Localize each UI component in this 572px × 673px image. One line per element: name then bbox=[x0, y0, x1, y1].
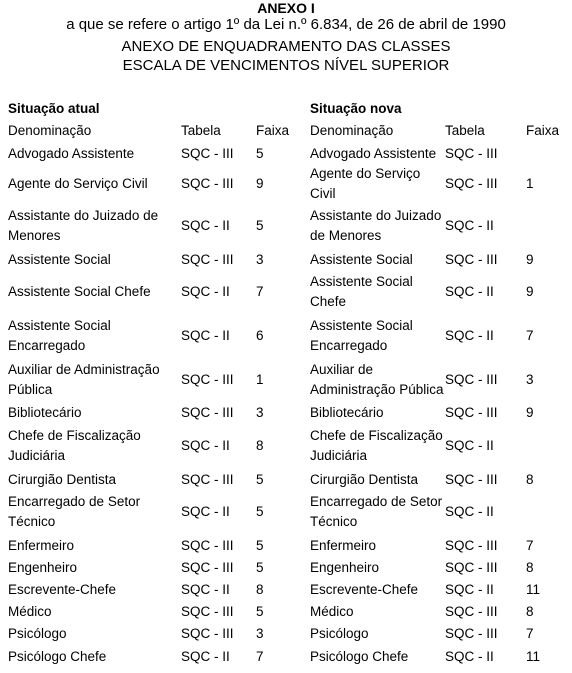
new-denominacao-cell: Enfermeiro bbox=[310, 538, 377, 553]
col-header-current-faixa: Faixa bbox=[256, 123, 290, 138]
current-tabela-cell: SQC - II bbox=[181, 582, 230, 597]
new-denominacao-cell: Psicólogo bbox=[310, 626, 369, 641]
col-header-current-denominacao: Denominação bbox=[8, 123, 92, 138]
new-faixa-cell: 9 bbox=[526, 284, 534, 299]
new-denominacao-cell: Encarregado de Setor bbox=[310, 494, 443, 509]
new-denominacao-cell: Assistante do Juizado bbox=[310, 208, 442, 223]
new-denominacao-cell: Assistente Social bbox=[310, 274, 413, 289]
new-denominacao-cell: Psicólogo Chefe bbox=[310, 649, 409, 664]
new-tabela-cell: SQC - II bbox=[445, 218, 494, 233]
current-denominacao-cell: Assistente Social bbox=[8, 318, 111, 333]
new-tabela-cell: SQC - III bbox=[445, 472, 498, 487]
new-denominacao-cell: Civil bbox=[310, 186, 336, 201]
new-denominacao-cell: Encarregado bbox=[310, 338, 388, 353]
current-tabela-cell: SQC - III bbox=[181, 372, 234, 387]
current-denominacao-cell: Psicólogo bbox=[8, 626, 67, 641]
new-tabela-cell: SQC - III bbox=[445, 176, 498, 191]
current-denominacao-cell: Menores bbox=[8, 228, 61, 243]
new-faixa-cell: 9 bbox=[526, 252, 534, 267]
current-denominacao-cell: Escrevente-Chefe bbox=[8, 582, 117, 597]
current-tabela-cell: SQC - III bbox=[181, 405, 234, 420]
new-faixa-cell: 3 bbox=[526, 372, 534, 387]
new-denominacao-cell: de Menores bbox=[310, 228, 382, 243]
col-header-new-denominacao: Denominação bbox=[310, 123, 394, 138]
current-denominacao-cell: Advogado Assistente bbox=[8, 146, 135, 161]
new-tabela-cell: SQC - II bbox=[445, 328, 494, 343]
new-tabela-cell: SQC - II bbox=[445, 649, 494, 664]
current-faixa-cell: 7 bbox=[256, 649, 264, 664]
current-tabela-cell: SQC - III bbox=[181, 472, 234, 487]
current-denominacao-cell: Assistente Social bbox=[8, 252, 111, 267]
new-faixa-cell: 11 bbox=[526, 649, 541, 664]
new-tabela-cell: SQC - III bbox=[445, 560, 498, 575]
current-faixa-cell: 8 bbox=[256, 582, 264, 597]
current-denominacao-cell: Assistante do Juizado de bbox=[8, 208, 159, 223]
col-header-new-faixa: Faixa bbox=[526, 123, 560, 138]
current-denominacao-cell: Engenheiro bbox=[8, 560, 78, 575]
new-tabela-cell: SQC - III bbox=[445, 146, 498, 161]
current-tabela-cell: SQC - III bbox=[181, 252, 234, 267]
new-denominacao-cell: Bibliotecário bbox=[310, 405, 384, 420]
new-faixa-cell: 8 bbox=[526, 604, 534, 619]
current-denominacao-cell: Auxiliar de Administração bbox=[8, 362, 160, 377]
new-faixa-cell: 7 bbox=[526, 328, 534, 343]
col-header-new-tabela: Tabela bbox=[445, 123, 485, 138]
new-denominacao-cell: Engenheiro bbox=[310, 560, 380, 575]
new-faixa-cell: 8 bbox=[526, 560, 534, 575]
current-denominacao-cell: Agente do Serviço Civil bbox=[8, 176, 148, 191]
new-tabela-cell: SQC - II bbox=[445, 284, 494, 299]
new-faixa-cell: 11 bbox=[526, 582, 541, 597]
current-faixa-cell: 5 bbox=[256, 472, 264, 487]
current-tabela-cell: SQC - III bbox=[181, 604, 234, 619]
new-tabela-cell: SQC - III bbox=[445, 252, 498, 267]
new-faixa-cell: 1 bbox=[526, 176, 534, 191]
section-current-title: Situação atual bbox=[8, 101, 100, 116]
current-faixa-cell: 1 bbox=[256, 372, 264, 387]
current-denominacao-cell: Psicólogo Chefe bbox=[8, 649, 107, 664]
current-denominacao-cell: Encarregado bbox=[8, 338, 86, 353]
new-denominacao-cell: Assistente Social bbox=[310, 252, 413, 267]
new-denominacao-cell: Judiciária bbox=[310, 448, 368, 463]
current-faixa-cell: 6 bbox=[256, 328, 264, 343]
current-faixa-cell: 5 bbox=[256, 146, 264, 161]
current-faixa-cell: 3 bbox=[256, 252, 264, 267]
new-tabela-cell: SQC - III bbox=[445, 626, 498, 641]
new-denominacao-cell: Chefe bbox=[310, 294, 347, 309]
current-faixa-cell: 5 bbox=[256, 538, 264, 553]
new-denominacao-cell: Administração Pública bbox=[310, 382, 444, 397]
current-tabela-cell: SQC - III bbox=[181, 538, 234, 553]
current-denominacao-cell: Pública bbox=[8, 382, 53, 397]
current-faixa-cell: 8 bbox=[256, 438, 264, 453]
new-denominacao-cell: Chefe de Fiscalização bbox=[310, 428, 443, 443]
current-tabela-cell: SQC - II bbox=[181, 328, 230, 343]
current-faixa-cell: 3 bbox=[256, 626, 264, 641]
current-tabela-cell: SQC - II bbox=[181, 438, 230, 453]
new-tabela-cell: SQC - II bbox=[445, 582, 494, 597]
current-faixa-cell: 3 bbox=[256, 405, 264, 420]
current-faixa-cell: 9 bbox=[256, 176, 264, 191]
current-tabela-cell: SQC - II bbox=[181, 218, 230, 233]
new-denominacao-cell: Médico bbox=[310, 604, 354, 619]
new-tabela-cell: SQC - III bbox=[445, 405, 498, 420]
current-tabela-cell: SQC - II bbox=[181, 504, 230, 519]
section-new-title: Situação nova bbox=[310, 101, 402, 116]
current-tabela-cell: SQC - III bbox=[181, 560, 234, 575]
current-tabela-cell: SQC - III bbox=[181, 626, 234, 641]
annex-title: ANEXO I bbox=[257, 0, 315, 16]
new-faixa-cell: 9 bbox=[526, 405, 534, 420]
current-denominacao-cell: Encarregado de Setor bbox=[8, 494, 141, 509]
current-denominacao-cell: Médico bbox=[8, 604, 52, 619]
current-faixa-cell: 5 bbox=[256, 504, 264, 519]
new-denominacao-cell: Auxiliar de bbox=[310, 362, 374, 377]
current-denominacao-cell: Cirurgião Dentista bbox=[8, 472, 117, 487]
new-tabela-cell: SQC - II bbox=[445, 438, 494, 453]
col-header-current-tabela: Tabela bbox=[181, 123, 221, 138]
current-tabela-cell: SQC - III bbox=[181, 146, 234, 161]
new-tabela-cell: SQC - III bbox=[445, 538, 498, 553]
current-denominacao-cell: Chefe de Fiscalização bbox=[8, 428, 141, 443]
new-denominacao-cell: Escrevente-Chefe bbox=[310, 582, 419, 597]
new-faixa-cell: 7 bbox=[526, 626, 534, 641]
new-denominacao-cell: Técnico bbox=[310, 514, 358, 529]
current-tabela-cell: SQC - II bbox=[181, 284, 230, 299]
annex-subtitle: a que se refere o artigo 1º da Lei n.º 6.834, de 26 de abril de 1990 bbox=[66, 16, 506, 33]
current-tabela-cell: SQC - II bbox=[181, 649, 230, 664]
current-denominacao-cell: Judiciária bbox=[8, 448, 66, 463]
current-denominacao-cell: Enfermeiro bbox=[8, 538, 75, 553]
current-tabela-cell: SQC - III bbox=[181, 176, 234, 191]
annex-heading-line-1: ANEXO DE ENQUADRAMENTO DAS CLASSES bbox=[121, 38, 451, 55]
current-denominacao-cell: Bibliotecário bbox=[8, 405, 82, 420]
current-faixa-cell: 5 bbox=[256, 560, 264, 575]
new-faixa-cell: 8 bbox=[526, 472, 534, 487]
current-faixa-cell: 5 bbox=[256, 604, 264, 619]
new-tabela-cell: SQC - III bbox=[445, 372, 498, 387]
new-denominacao-cell: Agente do Serviço bbox=[310, 166, 421, 181]
new-tabela-cell: SQC - III bbox=[445, 604, 498, 619]
new-faixa-cell: 7 bbox=[526, 538, 534, 553]
new-tabela-cell: SQC - II bbox=[445, 504, 494, 519]
new-denominacao-cell: Cirurgião Dentista bbox=[310, 472, 419, 487]
current-faixa-cell: 7 bbox=[256, 284, 264, 299]
new-denominacao-cell: Assistente Social bbox=[310, 318, 413, 333]
current-denominacao-cell: Técnico bbox=[8, 514, 56, 529]
annex-heading-line-2: ESCALA DE VENCIMENTOS NÍVEL SUPERIOR bbox=[122, 57, 450, 74]
current-faixa-cell: 5 bbox=[256, 218, 264, 233]
current-denominacao-cell: Assistente Social Chefe bbox=[8, 284, 151, 299]
new-denominacao-cell: Advogado Assistente bbox=[310, 146, 437, 161]
